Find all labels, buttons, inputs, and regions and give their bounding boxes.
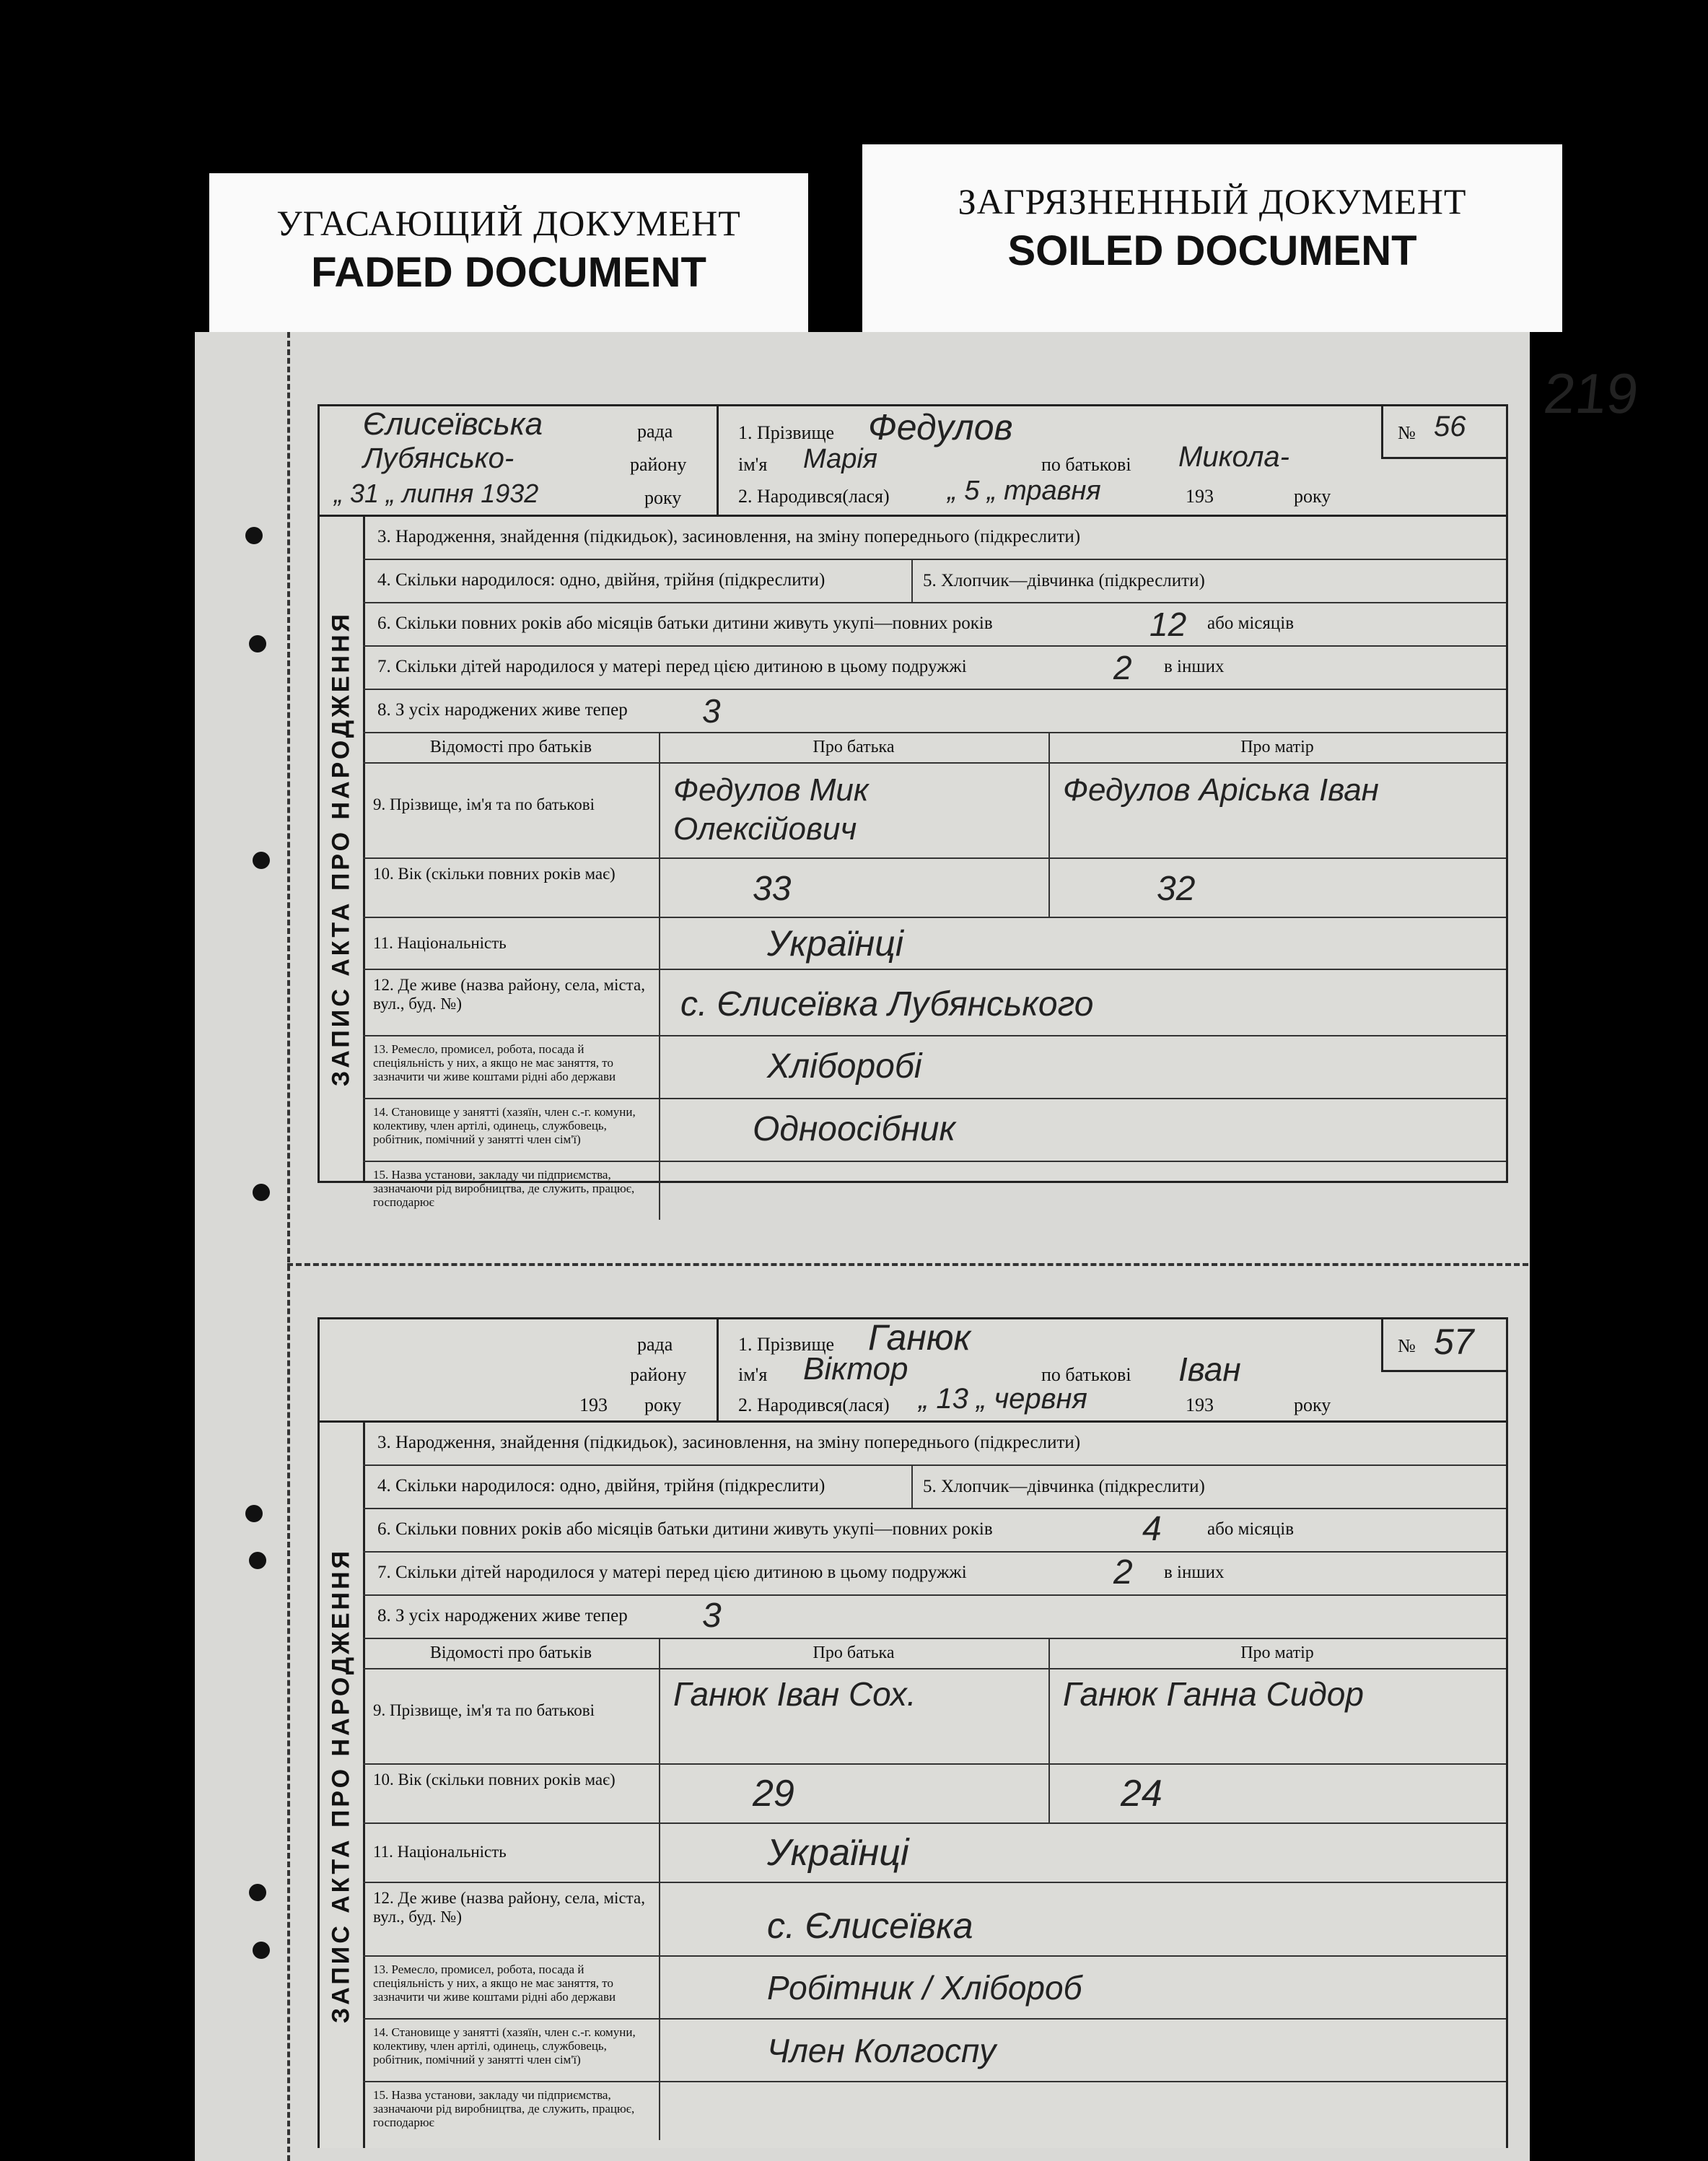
row-13-label: 13. Ремесло, промисел, робота, посада й спеціяльність у них, а якщо не має заняття, то зазначити чи живе коштами рідні або держави — [373, 1042, 616, 1083]
record-number-box — [1381, 406, 1506, 459]
raion-label: району — [630, 454, 687, 475]
faded-label-ru: УГАСАЮЩИЙ ДОКУМЕНТ — [276, 203, 741, 243]
tear-line-vertical — [287, 332, 290, 2161]
surname-label: 1. Прізвище — [738, 1334, 835, 1355]
page-number: 219 — [1541, 362, 1642, 425]
residence: с. Єлисеївка — [767, 1905, 973, 1946]
father-name: Федулов Мик Олексійович — [673, 772, 869, 847]
row-13-label: 13. Ремесло, промисел, робота, посада й спеціяльність у них, а якщо не має заняття, то зазначити чи живе коштами рідні або держави — [373, 1963, 616, 2004]
row-3-label: 3. Народження, знайдення (підкидьок), засиновлення, на зміну попереднього (підкреслити) — [377, 527, 1081, 546]
punch-hole — [245, 527, 263, 544]
row-7-other-label: в інших — [1164, 1563, 1225, 1582]
raion-label: району — [630, 1364, 687, 1385]
row-12-label: 12. Де живе (назва району, села, міста, вул., буд. №) — [373, 976, 645, 1013]
punch-hole — [253, 1942, 270, 1959]
father-age: 29 — [753, 1773, 794, 1815]
row-8-label: 8. З усіх народжених живе тепер — [377, 700, 628, 720]
number-label: № — [1398, 422, 1416, 443]
row-3-label: 3. Народження, знайдення (підкидьок), засиновлення, на зміну попереднього (підкреслити) — [377, 1433, 1081, 1452]
number-label: № — [1398, 1335, 1416, 1356]
row-6-months-label: або місяців — [1207, 1519, 1295, 1539]
record-number: 57 — [1434, 1322, 1474, 1362]
mother-name: Федулов Аріська Іван — [1063, 772, 1379, 808]
soiled-document-label — [862, 144, 1562, 332]
soiled-label-en: SOILED DOCUMENT — [1007, 227, 1417, 274]
parents-header: Відомості про батьків — [429, 1643, 592, 1662]
punch-hole — [245, 1505, 263, 1522]
row-14-label: 14. Становище у занятті (хазяїн, член с.-г. комуни, колективу, член артілі, одинець, службовець, робітник, помічний у занятті член сім'ї) — [373, 1105, 636, 1146]
mother-name: Ганюк Ганна Сидор — [1063, 1675, 1364, 1713]
row-11-label: 11. Національність — [373, 934, 507, 952]
date-handwritten: „ 31 „ липня 1932 — [334, 479, 539, 508]
father-header: Про батька — [813, 1643, 895, 1662]
nationality: Українці — [767, 923, 903, 964]
born-date-handwritten: „ 5 „ травня — [947, 476, 1101, 506]
row-12-label: 12. Де живе (назва району, села, міста, вул., буд. №) — [373, 1889, 645, 1926]
row-6-label: 6. Скільки повних років або місяців батьки дитини живуть укупі—повних років — [377, 1519, 993, 1539]
row-6-months-label: або місяців — [1207, 614, 1295, 633]
parents-table — [363, 1639, 1506, 2140]
birth-record-2 — [317, 1317, 1508, 2148]
punch-hole — [249, 1552, 266, 1569]
tear-line-horizontal — [287, 1263, 1528, 1266]
years-together: 4 — [1142, 1510, 1162, 1548]
surname-handwritten: Ганюк — [868, 1317, 971, 1358]
year-suffix: року — [1294, 486, 1331, 507]
employment-status: Член Колгоспу — [767, 2032, 997, 2069]
row-14-label: 14. Становище у занятті (хазяїн, член с.-г. комуни, колективу, член артілі, одинець, службовець, робітник, помічний у занятті член сім'ї) — [373, 2025, 636, 2066]
row-9-label: 9. Прізвище, ім'я та по батькові — [373, 1701, 595, 1719]
row-11-label: 11. Національність — [373, 1843, 507, 1861]
row-7-label: 7. Скільки дітей народилося у матері перед цією дитиною в цьому подружжі — [377, 657, 967, 676]
row-7-other-label: в інших — [1164, 657, 1225, 676]
father-header: Про батька — [813, 738, 895, 756]
patronymic-handwritten: Іван — [1178, 1350, 1241, 1388]
row-5-label: 5. Хлопчик—дівчинка (підкреслити) — [911, 1466, 1205, 1508]
nationality: Українці — [767, 1832, 909, 1874]
mother-age: 32 — [1157, 870, 1196, 908]
row-15-label: 15. Назва установи, закладу чи підприємства, зазначаючи рід виробництва, де служить, працює, господарює — [373, 2088, 635, 2129]
name-handwritten: Віктор — [803, 1351, 908, 1387]
name-label: ім'я — [738, 1364, 768, 1385]
years-together: 12 — [1149, 606, 1187, 643]
punch-hole — [249, 635, 266, 652]
year-suffix: року — [1294, 1394, 1331, 1415]
born-label: 2. Народився(лася) — [738, 486, 890, 507]
record-body — [317, 517, 1508, 1209]
record-header — [317, 1317, 1508, 1423]
mother-age: 24 — [1121, 1773, 1162, 1815]
vertical-title: ЗАПИС АКТА ПРО НАРОДЖЕННЯ — [320, 517, 365, 1181]
row-10-label: 10. Вік (скільки повних років має) — [373, 1771, 616, 1789]
patronymic-label: по батькові — [1041, 1364, 1131, 1385]
alive-now: 3 — [702, 1597, 722, 1635]
row-8-label: 8. З усіх народжених живе тепер — [377, 1606, 628, 1625]
parents-table — [363, 733, 1506, 1220]
occupation: Хліборобі — [767, 1047, 922, 1086]
children-before: 2 — [1113, 1553, 1133, 1592]
record-number-box — [1381, 1319, 1506, 1372]
faded-document-label — [209, 173, 808, 339]
employment-status: Одноосібник — [753, 1110, 956, 1148]
father-age: 33 — [753, 870, 792, 908]
surname-label: 1. Прізвище — [738, 422, 835, 443]
raion-handwritten: Лубянсько- — [363, 442, 514, 474]
father-name: Ганюк Іван Сох. — [673, 1675, 916, 1713]
patronymic-label: по батькові — [1041, 454, 1131, 475]
punch-hole — [253, 852, 270, 869]
row-15-label: 15. Назва установи, закладу чи підприємства, зазначаючи рід виробництва, де служить, працює, господарює — [373, 1168, 635, 1209]
year-label: року — [644, 487, 682, 508]
mother-header: Про матір — [1240, 1643, 1314, 1662]
punch-hole — [249, 1884, 266, 1901]
alive-now: 3 — [702, 692, 721, 730]
row-4-label: 4. Скільки народилося: одно, двійня, трійня (підкреслити) — [377, 570, 825, 590]
row-4-label: 4. Скільки народилося: одно, двійня, трійня (підкреслити) — [377, 1476, 825, 1496]
patronymic-handwritten: Микола- — [1178, 441, 1289, 473]
born-year-prefix: 193 — [1186, 1394, 1214, 1415]
parents-header: Відомості про батьків — [429, 738, 592, 756]
mother-header: Про матір — [1240, 738, 1314, 756]
rada-label: рада — [637, 1334, 673, 1355]
vertical-title: ЗАПИС АКТА ПРО НАРОДЖЕННЯ — [320, 1423, 365, 2148]
name-handwritten: Марія — [803, 444, 878, 474]
year-prefix: 193 — [579, 1394, 608, 1415]
birth-record-sheet — [195, 332, 1642, 2161]
punch-hole — [253, 1184, 270, 1201]
record-header — [317, 404, 1508, 517]
faded-label-en: FADED DOCUMENT — [311, 249, 706, 296]
name-label: ім'я — [738, 454, 768, 475]
rada-label: рада — [637, 421, 673, 442]
children-before: 2 — [1113, 649, 1132, 686]
record-number: 56 — [1434, 411, 1466, 442]
row-10-label: 10. Вік (скільки повних років має) — [373, 865, 616, 883]
row-5-label: 5. Хлопчик—дівчинка (підкреслити) — [911, 560, 1205, 602]
soiled-label-ru: ЗАГРЯЗНЕННЫЙ ДОКУМЕНТ — [958, 181, 1467, 222]
year-label: року — [644, 1394, 682, 1415]
occupation: Робітник / Хлібороб — [767, 1969, 1082, 2007]
row-7-label: 7. Скільки дітей народилося у матері перед цією дитиною в цьому подружжі — [377, 1563, 967, 1582]
surname-handwritten: Федулов — [868, 407, 1013, 448]
born-year-prefix: 193 — [1186, 486, 1214, 507]
birth-record-1 — [317, 404, 1508, 1209]
born-label: 2. Народився(лася) — [738, 1394, 890, 1415]
row-9-label: 9. Прізвище, ім'я та по батькові — [373, 795, 595, 813]
residence: с. Єлисеївка Лубянського — [680, 985, 1094, 1023]
born-date-handwritten: „ 13 „ червня — [919, 1383, 1087, 1415]
row-6-label: 6. Скільки повних років або місяців батьки дитини живуть укупі—повних років — [377, 614, 993, 633]
rada-handwritten: Єлисеївська — [363, 406, 543, 442]
record-body — [317, 1423, 1508, 2148]
